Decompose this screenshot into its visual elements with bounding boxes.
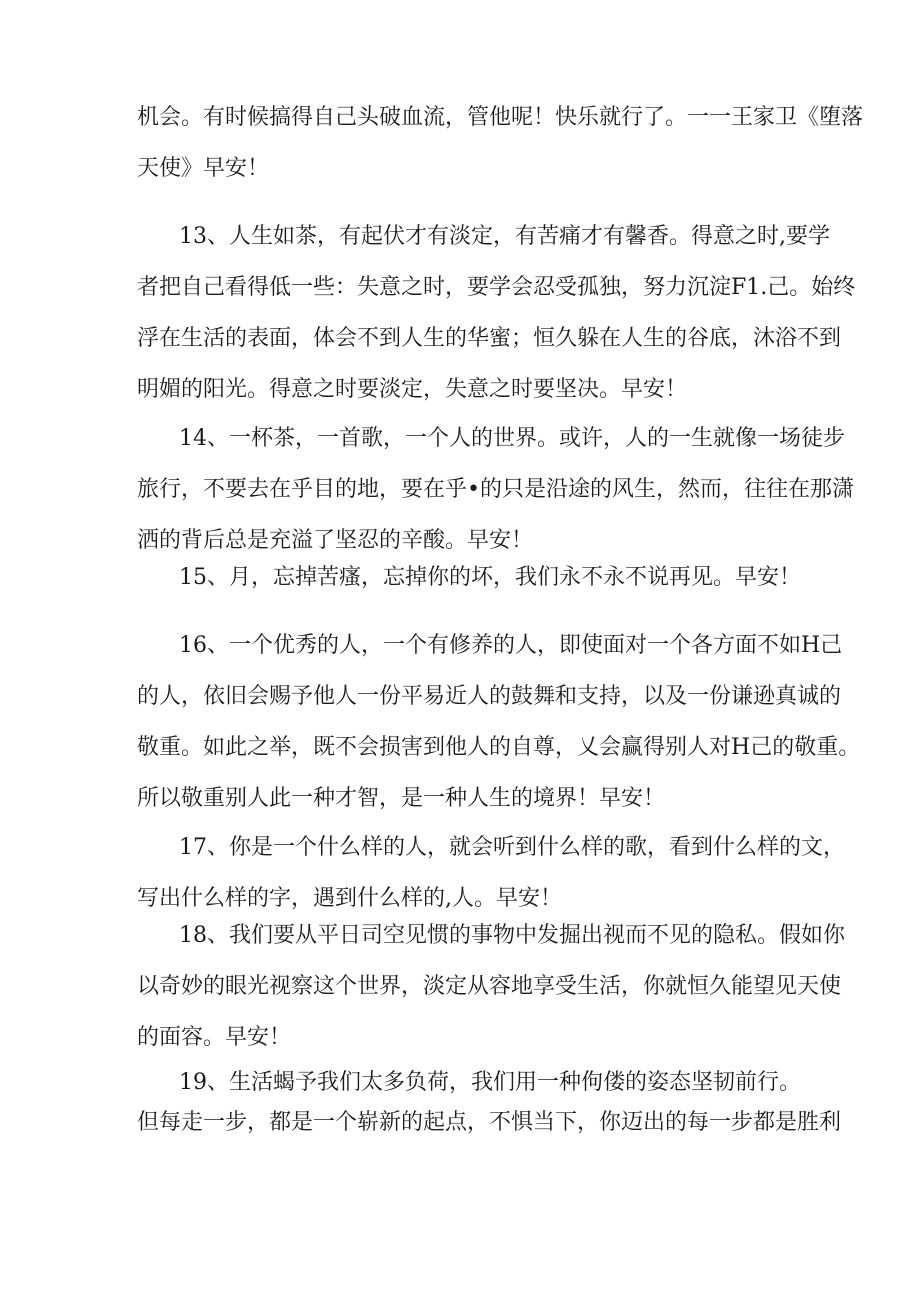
paragraph-line: 浮在生活的表面，体会不到人生的华蜜；恒久躲在人生的谷底，沐浴不到 <box>137 326 842 351</box>
paragraph-line: 的人，依旧会赐予他人一份平易近人的鼓舞和支持，以及一份谦逊真诚的 <box>137 684 842 709</box>
paragraph-item-16 <box>137 620 861 824</box>
paragraph-item-19 <box>137 1057 842 1148</box>
paragraph-line: 13、人生如茶，有起伏才有淡定，有苦痛才有馨香。得意之时,要学 <box>179 224 830 249</box>
paragraph-line: 所以敬重别人此一种才智，是一种人生的境界！早安！ <box>137 786 666 811</box>
paragraph-line: 者把自己看得低一些：失意之时，要学会忍受孤独，努力沉淀F1.己。始终 <box>137 275 856 300</box>
paragraph-intro <box>137 92 864 194</box>
paragraph-line: 19、生活蝎予我们太多负荷，我们用一种佝偻的姿态坚韧前行。 <box>179 1070 801 1095</box>
paragraph-line: 以奇妙的眼光视察这个世界，淡定从容地享受生活，你就恒久能望见天使 <box>137 974 842 999</box>
paragraph-line: 洒的背后总是充溢了坚忍的辛酸。早安！ <box>137 528 534 553</box>
paragraph-item-18 <box>137 910 845 1063</box>
paragraph-line: 17、你是一个什么样的人，就会听到什么样的歌，看到什么样的文， <box>179 835 845 860</box>
paragraph-line: 14、一杯茶，一首歌，一个人的世界。或许，人的一生就像一场徒步 <box>179 426 845 451</box>
paragraph-line: 写出什么样的字，遇到什么样的,人。早安！ <box>137 886 562 911</box>
paragraph-line: 18、我们要从平日司空见惯的事物中发掘出视而不见的隐私。假如你 <box>179 923 845 948</box>
paragraph-item-17 <box>137 822 845 924</box>
paragraph-line: 明媚的阳光。得意之时要淡定，失意之时要坚决。早安！ <box>137 377 688 402</box>
paragraph-line: 15、月，忘掉苦瘙，忘掉你的坏，我们永不永不说再见。早安！ <box>179 565 801 590</box>
paragraph-line: 但每走一步，都是一个崭新的起点，不惧当下，你迈出的每一步都是胜利 <box>137 1110 842 1135</box>
paragraph-line: 机会。有时候搞得自己头破血流，管他呢！快乐就行了。一一王家卫《堕落 <box>137 105 864 130</box>
paragraph-line: 敬重。如此之举，既不会损害到他人的自尊，乂会赢得别人对H己的敬重。 <box>137 735 861 760</box>
paragraph-item-14 <box>137 413 854 566</box>
paragraph-line: 16、一个优秀的人，一个有修养的人，即使面对一个各方面不如H己 <box>179 633 843 658</box>
paragraph-item-15 <box>137 552 801 603</box>
paragraph-line: 的面容。早安！ <box>137 1025 292 1050</box>
paragraph-line: 旅行，不要去在乎目的地，要在乎•的只是沿途的风生，然而，往往在那潇 <box>137 477 854 502</box>
paragraph-item-13 <box>137 211 856 415</box>
paragraph-line: 天使》早安！ <box>137 156 270 181</box>
